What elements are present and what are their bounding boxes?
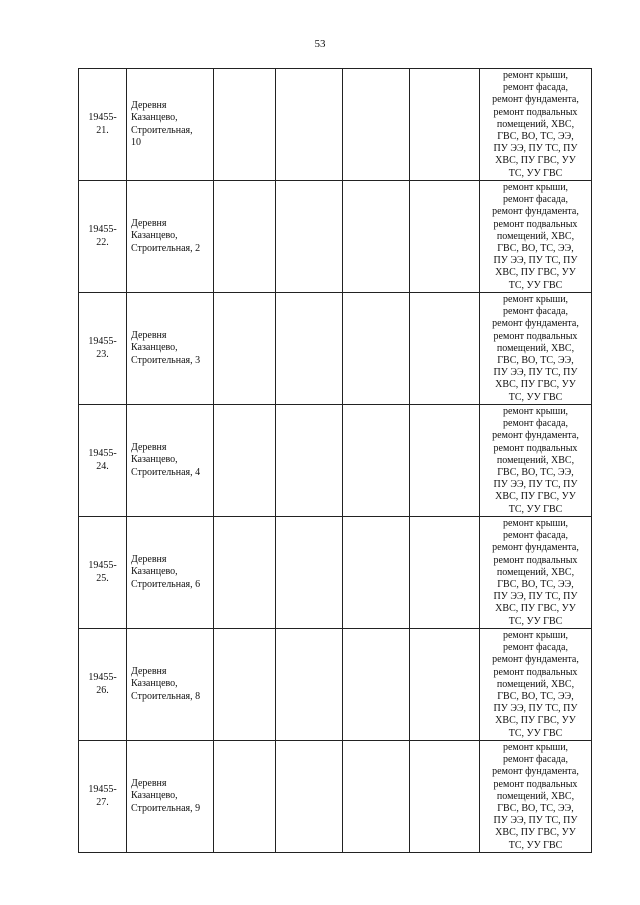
- empty-cell: [214, 741, 276, 853]
- table-row: [79, 629, 592, 741]
- address-line: Строительная, 6: [131, 578, 201, 590]
- works-line: ХВС, ПУ ГВС, УУ: [495, 379, 576, 391]
- empty-cell: [214, 181, 276, 293]
- address-cell: [127, 517, 214, 629]
- object-code-line: 22.: [96, 236, 109, 248]
- object-code-line: 19455-: [88, 560, 117, 572]
- works-line: ХВС, ПУ ГВС, УУ: [495, 603, 576, 615]
- works-line: ГВС, ВО, ТС, ЭЭ,: [497, 579, 574, 591]
- empty-cell: [214, 629, 276, 741]
- empty-cell: [214, 293, 276, 405]
- register-table: [78, 68, 592, 853]
- works-line: ремонт крыши,: [502, 70, 569, 81]
- object-code-line: 21.: [96, 124, 109, 136]
- works-line: помещений, ХВС,: [496, 678, 575, 690]
- works-line: ремонт фасада,: [503, 754, 568, 766]
- empty-cell: [214, 405, 276, 517]
- address-line: Деревня: [131, 330, 167, 342]
- works-line: ремонт крыши,: [502, 630, 569, 641]
- object-code-cell: [79, 741, 127, 853]
- works-line: ГВС, ВО, ТС, ЭЭ,: [497, 243, 574, 255]
- object-code-line: 19455-: [88, 672, 117, 684]
- works-line: ремонт крыши,: [502, 742, 569, 753]
- address-cell: [127, 181, 214, 293]
- table-row: [79, 69, 592, 181]
- empty-cell: [410, 293, 480, 405]
- address-line: Деревня: [131, 554, 167, 566]
- address-line: Казанцево,: [131, 112, 178, 124]
- works-line: ремонт крыши,: [502, 294, 569, 305]
- works-line: помещений, ХВС,: [496, 342, 575, 354]
- works-line: ремонт фундамента,: [492, 654, 579, 666]
- works-list-cell: [480, 517, 592, 629]
- works-line: ГВС, ВО, ТС, ЭЭ,: [497, 803, 574, 815]
- object-code-line: 24.: [96, 460, 109, 472]
- works-line: ПУ ЭЭ, ПУ ТС, ПУ: [493, 255, 578, 267]
- works-line: ТС, УУ ГВС: [508, 727, 563, 739]
- table-row: [79, 293, 592, 405]
- address-line: Деревня: [131, 666, 167, 678]
- works-line: ПУ ЭЭ, ПУ ТС, ПУ: [493, 815, 578, 827]
- works-list-cell: [480, 405, 592, 517]
- works-list-cell: [480, 629, 592, 741]
- works-line: ХВС, ПУ ГВС, УУ: [495, 267, 576, 279]
- object-code-cell: [79, 181, 127, 293]
- table-row: [79, 741, 592, 853]
- works-line: ГВС, ВО, ТС, ЭЭ,: [497, 691, 574, 703]
- object-code-cell: [79, 517, 127, 629]
- address-line: Казанцево,: [131, 454, 178, 466]
- works-list-cell: [480, 741, 592, 853]
- works-line: ПУ ЭЭ, ПУ ТС, ПУ: [493, 591, 578, 603]
- works-line: ТС, УУ ГВС: [508, 279, 563, 291]
- works-line: ПУ ЭЭ, ПУ ТС, ПУ: [493, 143, 578, 155]
- works-line: ХВС, ПУ ГВС, УУ: [495, 491, 576, 503]
- works-line: ремонт подвальных: [493, 666, 578, 678]
- empty-cell: [343, 517, 410, 629]
- works-line: ТС, УУ ГВС: [508, 615, 563, 627]
- works-line: ремонт фундамента,: [492, 206, 579, 218]
- empty-cell: [410, 69, 480, 181]
- address-line: Деревня: [131, 100, 167, 112]
- empty-cell: [410, 405, 480, 517]
- address-line: Строительная, 3: [131, 354, 201, 366]
- empty-cell: [214, 69, 276, 181]
- works-line: ТС, УУ ГВС: [508, 391, 563, 403]
- address-line: 10: [131, 136, 141, 148]
- address-line: Деревня: [131, 442, 167, 454]
- works-line: ремонт фасада,: [503, 306, 568, 318]
- empty-cell: [410, 741, 480, 853]
- object-code-line: 19455-: [88, 336, 117, 348]
- works-line: помещений, ХВС,: [496, 118, 575, 130]
- works-line: ТС, УУ ГВС: [508, 503, 563, 515]
- empty-cell: [276, 741, 343, 853]
- empty-cell: [276, 405, 343, 517]
- empty-cell: [276, 69, 343, 181]
- works-line: ТС, УУ ГВС: [508, 167, 563, 179]
- empty-cell: [276, 517, 343, 629]
- works-line: ПУ ЭЭ, ПУ ТС, ПУ: [493, 703, 578, 715]
- empty-cell: [276, 181, 343, 293]
- table-row: [79, 405, 592, 517]
- address-cell: [127, 629, 214, 741]
- object-code-line: 26.: [96, 684, 109, 696]
- works-line: помещений, ХВС,: [496, 454, 575, 466]
- empty-cell: [214, 517, 276, 629]
- works-line: ремонт фасада,: [503, 642, 568, 654]
- empty-cell: [343, 293, 410, 405]
- object-code-line: 23.: [96, 348, 109, 360]
- object-code-line: 19455-: [88, 224, 117, 236]
- works-line: ремонт фундамента,: [492, 430, 579, 442]
- works-line: ремонт фундамента,: [492, 318, 579, 330]
- address-cell: [127, 293, 214, 405]
- works-line: ХВС, ПУ ГВС, УУ: [495, 715, 576, 727]
- works-line: ГВС, ВО, ТС, ЭЭ,: [497, 467, 574, 479]
- object-code-cell: [79, 293, 127, 405]
- works-line: помещений, ХВС,: [496, 566, 575, 578]
- address-line: Казанцево,: [131, 790, 178, 802]
- address-cell: [127, 405, 214, 517]
- works-line: ПУ ЭЭ, ПУ ТС, ПУ: [493, 479, 578, 491]
- address-cell: [127, 741, 214, 853]
- object-code-line: 25.: [96, 572, 109, 584]
- empty-cell: [343, 69, 410, 181]
- works-line: ремонт подвальных: [493, 778, 578, 790]
- object-code-line: 19455-: [88, 784, 117, 796]
- works-line: ХВС, ПУ ГВС, УУ: [495, 155, 576, 167]
- empty-cell: [343, 629, 410, 741]
- works-line: ремонт фасада,: [503, 194, 568, 206]
- works-line: ремонт фасада,: [503, 82, 568, 94]
- address-line: Казанцево,: [131, 566, 178, 578]
- empty-cell: [343, 181, 410, 293]
- works-line: ремонт крыши,: [502, 182, 569, 193]
- address-line: Казанцево,: [131, 678, 178, 690]
- works-line: ремонт подвальных: [493, 330, 578, 342]
- works-line: ремонт крыши,: [502, 518, 569, 529]
- works-line: помещений, ХВС,: [496, 790, 575, 802]
- address-line: Казанцево,: [131, 342, 178, 354]
- works-line: ГВС, ВО, ТС, ЭЭ,: [497, 131, 574, 143]
- object-code-line: 27.: [96, 796, 109, 808]
- page-number: 53: [314, 38, 326, 50]
- empty-cell: [410, 181, 480, 293]
- address-line: Строительная, 9: [131, 802, 201, 814]
- works-line: ремонт подвальных: [493, 106, 578, 118]
- empty-cell: [410, 629, 480, 741]
- empty-cell: [276, 293, 343, 405]
- works-line: ГВС, ВО, ТС, ЭЭ,: [497, 355, 574, 367]
- works-list-cell: [480, 293, 592, 405]
- works-list-cell: [480, 69, 592, 181]
- address-line: Строительная, 4: [131, 466, 201, 478]
- empty-cell: [343, 741, 410, 853]
- empty-cell: [410, 517, 480, 629]
- address-line: Строительная,: [131, 124, 193, 136]
- works-line: ремонт фасада,: [503, 530, 568, 542]
- works-line: ПУ ЭЭ, ПУ ТС, ПУ: [493, 367, 578, 379]
- works-line: ремонт подвальных: [493, 218, 578, 230]
- address-line: Казанцево,: [131, 230, 178, 242]
- works-list-cell: [480, 181, 592, 293]
- works-line: ремонт фундамента,: [492, 766, 579, 778]
- address-cell: [127, 69, 214, 181]
- address-line: Строительная, 8: [131, 690, 201, 702]
- works-line: ремонт подвальных: [493, 554, 578, 566]
- address-line: Деревня: [131, 218, 167, 230]
- works-line: ремонт фундамента,: [492, 542, 579, 554]
- address-line: Строительная, 2: [131, 242, 201, 254]
- works-line: ремонт фасада,: [503, 418, 568, 430]
- object-code-cell: [79, 69, 127, 181]
- object-code-cell: [79, 405, 127, 517]
- works-line: ремонт крыши,: [502, 406, 569, 417]
- works-line: ХВС, ПУ ГВС, УУ: [495, 827, 576, 839]
- works-line: ремонт подвальных: [493, 442, 578, 454]
- works-line: ремонт фундамента,: [492, 94, 579, 106]
- works-line: ТС, УУ ГВС: [508, 839, 563, 851]
- table-row: [79, 181, 592, 293]
- table-body: [79, 69, 592, 853]
- address-line: Деревня: [131, 778, 167, 790]
- empty-cell: [276, 629, 343, 741]
- empty-cell: [343, 405, 410, 517]
- object-code-line: 19455-: [88, 112, 117, 124]
- table-row: [79, 517, 592, 629]
- object-code-cell: [79, 629, 127, 741]
- object-code-line: 19455-: [88, 448, 117, 460]
- works-line: помещений, ХВС,: [496, 230, 575, 242]
